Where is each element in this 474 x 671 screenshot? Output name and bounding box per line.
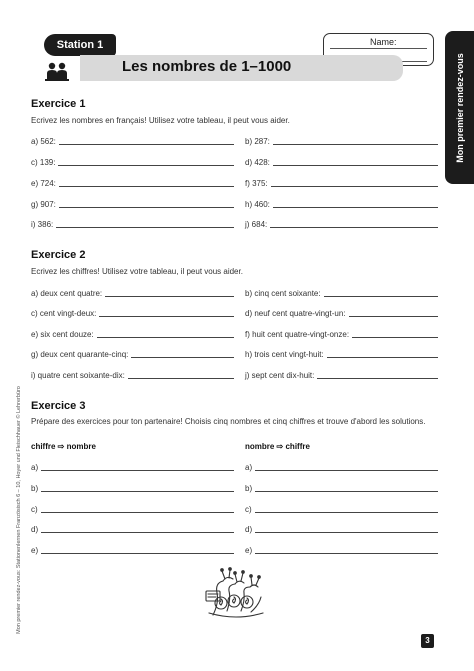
answer-line[interactable]	[273, 165, 438, 166]
name-label: Name:	[370, 37, 397, 47]
ex3-label: d)	[245, 525, 253, 534]
ex3-label: a)	[31, 463, 39, 472]
ex2-label: h) trois cent vingt-huit:	[245, 350, 324, 359]
col-head-left: chiffre ⇨ nombre	[31, 442, 96, 451]
ex3-left-a	[31, 463, 234, 472]
ex1-label: g) 907:	[31, 200, 56, 209]
ex1-label: d) 428:	[245, 158, 270, 167]
answer-line[interactable]	[255, 553, 438, 554]
ex3-left-d	[31, 525, 234, 534]
ex2-item-d	[245, 309, 438, 318]
copyright-strip	[14, 375, 24, 645]
answer-line[interactable]	[105, 296, 234, 297]
answer-line[interactable]	[255, 491, 438, 492]
partner-work-icon	[44, 60, 70, 82]
ex1-item-i	[31, 220, 234, 229]
ex2-label: f) huit cent quatre-vingt-onze:	[245, 330, 350, 339]
ex2-label: c) cent vingt-deux:	[31, 309, 97, 318]
answer-line[interactable]	[131, 357, 234, 358]
side-tab	[445, 31, 474, 184]
ex1-label: a) 562:	[31, 137, 56, 146]
ex2-label: b) cinq cent soixante:	[245, 289, 321, 298]
name-line	[330, 48, 427, 49]
answer-line[interactable]	[273, 144, 438, 145]
ex1-label: e) 724:	[31, 179, 56, 188]
ex2-item-c	[31, 309, 234, 318]
answer-line[interactable]	[317, 378, 438, 379]
col-head-right: nombre ⇨ chiffre	[245, 442, 310, 451]
answer-line[interactable]	[41, 532, 234, 533]
ex1-item-h	[245, 200, 438, 209]
ex2-item-h	[245, 350, 438, 359]
ex2-item-a	[31, 289, 234, 298]
ex2-item-g	[31, 350, 234, 359]
ex2-item-i	[31, 371, 234, 380]
answer-line[interactable]	[41, 491, 234, 492]
exercice1-instruction: Ecrivez les nombres en français! Utilisez votre tableau, il peut vous aider.	[31, 116, 290, 125]
ex1-item-b	[245, 137, 438, 146]
exercice3-title: Exercice 3	[31, 400, 86, 412]
ex1-label: b) 287:	[245, 137, 270, 146]
page-number: 3	[421, 634, 434, 648]
ex3-left-b	[31, 484, 234, 493]
ex2-item-j	[245, 371, 438, 380]
ex3-label: e)	[31, 546, 39, 555]
ex1-label: j) 684:	[245, 220, 268, 229]
ex1-label: h) 460:	[245, 200, 270, 209]
ex3-label: b)	[31, 484, 39, 493]
ex2-item-f	[245, 330, 438, 339]
ex3-left-e	[31, 546, 234, 555]
exercice1-title: Exercice 1	[31, 98, 86, 110]
ex1-label: c) 139:	[31, 158, 56, 167]
ex1-item-d	[245, 158, 438, 167]
exercice2-instruction: Ecrivez les chiffres! Utilisez votre tableau, il peut vous aider.	[31, 267, 243, 276]
answer-line[interactable]	[324, 296, 438, 297]
answer-line[interactable]	[41, 470, 234, 471]
answer-line[interactable]	[59, 207, 234, 208]
answer-line[interactable]	[59, 186, 234, 187]
ex2-label: g) deux cent quarante-cinq:	[31, 350, 129, 359]
answer-line[interactable]	[327, 357, 438, 358]
ex2-label: j) sept cent dix-huit:	[245, 371, 315, 380]
answer-line[interactable]	[271, 186, 438, 187]
answer-line[interactable]	[255, 470, 438, 471]
answer-line[interactable]	[255, 512, 438, 513]
copyright-text: Mon premier rendez-vous: Stationenlernen Französisch 6 – 10, Hoyer und Fleischhauer © Lehrerbüro	[16, 386, 22, 634]
answer-line[interactable]	[56, 227, 234, 228]
page-title: Les nombres de 1–1000	[122, 58, 292, 75]
title-band	[80, 55, 403, 81]
ex3-label: a)	[245, 463, 253, 472]
ex2-label: d) neuf cent quatre-vingt-un:	[245, 309, 346, 318]
ex1-label: i) 386:	[31, 220, 54, 229]
answer-line[interactable]	[99, 316, 234, 317]
ex3-right-e	[245, 546, 438, 555]
ex3-right-c	[245, 505, 438, 514]
ex2-label: a) deux cent quatre:	[31, 289, 103, 298]
answer-line[interactable]	[41, 512, 234, 513]
ex3-label: b)	[245, 484, 253, 493]
ex1-item-a	[31, 137, 234, 146]
answer-line[interactable]	[59, 144, 234, 145]
ex1-item-j	[245, 220, 438, 229]
answer-line[interactable]	[41, 553, 234, 554]
station-badge: Station 1	[44, 34, 116, 56]
side-tab-label: Mon premier rendez-vous	[454, 52, 465, 163]
ex1-item-c	[31, 158, 234, 167]
answer-line[interactable]	[349, 316, 438, 317]
ex3-label: c)	[31, 505, 38, 514]
answer-line[interactable]	[97, 337, 234, 338]
ex3-label: e)	[245, 546, 253, 555]
ex2-item-e	[31, 330, 234, 339]
answer-line[interactable]	[255, 532, 438, 533]
ex2-label: i) quatre cent soixante-dix:	[31, 371, 125, 380]
ex2-item-b	[245, 289, 438, 298]
exercice2-title: Exercice 2	[31, 249, 86, 261]
ex1-item-g	[31, 200, 234, 209]
ex3-left-c	[31, 505, 234, 514]
ex3-label: d)	[31, 525, 39, 534]
snails-illustration-icon	[203, 565, 269, 623]
answer-line[interactable]	[270, 227, 438, 228]
ex3-right-a	[245, 463, 438, 472]
ex3-right-d	[245, 525, 438, 534]
ex3-label: c)	[245, 505, 252, 514]
answer-line[interactable]	[273, 207, 438, 208]
answer-line[interactable]	[58, 165, 234, 166]
ex1-item-e	[31, 179, 234, 188]
ex3-right-b	[245, 484, 438, 493]
exercice3-instruction: Prépare des exercices pour ton partenaire! Choisis cinq nombres et cinq chiffres et trouve d'abord les solutions.	[31, 417, 426, 426]
ex1-item-f	[245, 179, 438, 188]
answer-line[interactable]	[128, 378, 234, 379]
answer-line[interactable]	[352, 337, 438, 338]
ex1-label: f) 375:	[245, 179, 268, 188]
ex2-label: e) six cent douze:	[31, 330, 94, 339]
